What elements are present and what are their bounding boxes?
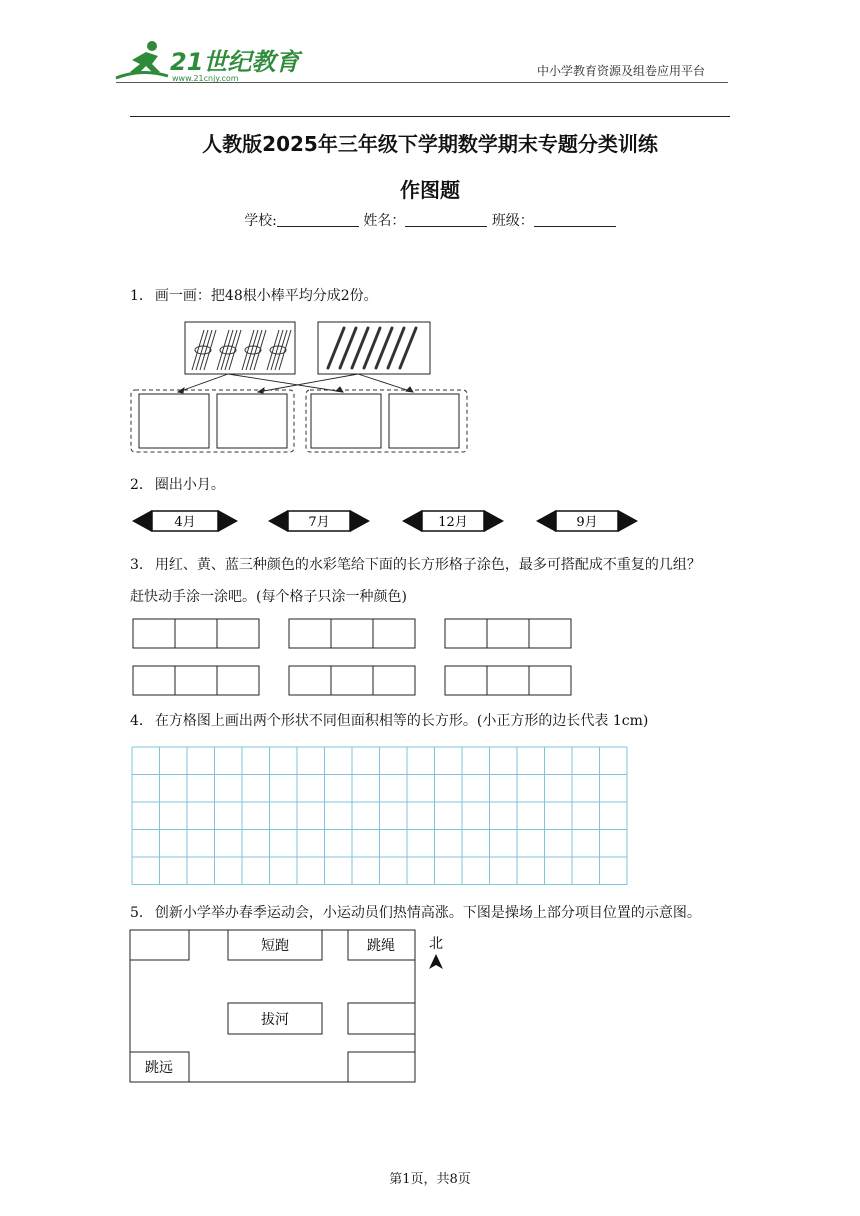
page-title: 人教版2025年三年级下学期数学期末专题分类训练 [202,132,658,156]
class-label: 班级： [491,213,534,229]
runner-icon [116,41,168,78]
month-tag-1[interactable] [132,510,238,532]
area-bottom-right-empty[interactable] [348,1052,415,1082]
playground-map [129,929,459,1085]
color-strip-3[interactable] [445,619,571,648]
color-strip-6[interactable] [445,666,571,695]
page-subtitle: 作图题 [400,178,460,202]
platform-slogan: 中小学教育资源及组卷应用平台 [537,64,706,78]
question-1-text: 画一画：把48根小棒平均分成2份。 [154,288,378,304]
question-1-number: 1． [130,288,153,304]
question-1 [130,285,378,305]
question-3-text-line1: 用红、黄、蓝三种颜色的水彩笔给下面的长方形格子涂色，最多可搭配成不重复的几组？ [154,557,701,573]
label-sprint: 短跑 [261,938,289,954]
title-divider [130,116,730,117]
class-blank[interactable] [534,212,616,227]
north-arrow-icon [429,954,443,969]
question-2 [130,474,225,494]
question-3 [130,554,701,574]
question-2-text: 圈出小月。 [154,477,225,493]
area-top-left-empty[interactable] [130,930,189,960]
color-strip-4[interactable] [133,666,259,695]
logo-wordmark: 21世纪教育 [170,48,300,76]
school-label: 学校: [244,213,277,229]
month-tag-3[interactable] [402,510,504,532]
month-tag-2[interactable] [268,510,370,532]
student-info-line [0,210,860,230]
north-label: 北 [429,936,443,952]
month-label-4: 9月 [576,515,598,530]
color-strip-5[interactable] [289,666,415,695]
month-label-2: 7月 [308,515,330,530]
question-3-number: 3． [130,557,153,573]
month-tags [128,506,648,536]
area-right-middle-empty[interactable] [348,1003,415,1034]
question-5-text: 创新小学举办春季运动会，小运动员们热情高涨。下图是操场上部分项目位置的示意图。 [154,905,701,921]
question-4-number: 4． [130,713,153,729]
answer-box-2[interactable] [217,394,287,448]
header-divider [116,82,728,83]
site-logo [112,38,300,84]
question-4-text: 在方格图上画出两个形状不同但面积相等的长方形。(小正方形的边长代表 1cm) [154,713,649,729]
page-number: 第1页，共8页 [389,1172,471,1187]
color-strip-2[interactable] [289,619,415,648]
label-jump-rope: 跳绳 [367,938,395,954]
answer-box-1[interactable] [139,394,209,448]
label-tug-of-war: 拔河 [261,1012,289,1028]
name-label: 姓名： [363,213,406,229]
square-grid[interactable] [131,746,631,886]
sticks-diagram [128,316,473,456]
month-label-1: 4月 [174,515,196,530]
question-5 [130,902,701,922]
color-grid-rows [132,618,576,698]
question-4 [130,710,648,730]
month-tag-4[interactable] [536,510,638,532]
school-blank[interactable] [277,212,359,227]
question-5-number: 5． [130,905,153,921]
question-3-line2: 赶快动手涂一涂吧。(每个格子只涂一种颜色) [130,589,407,605]
answer-box-3[interactable] [311,394,381,448]
name-blank[interactable] [405,212,487,227]
logo-url: www.21cnjy.com [172,74,239,83]
question-2-number: 2． [130,477,153,493]
answer-box-4[interactable] [389,394,459,448]
label-long-jump: 跳远 [145,1060,173,1076]
month-label-3: 12月 [438,515,468,530]
color-strip-1[interactable] [133,619,259,648]
